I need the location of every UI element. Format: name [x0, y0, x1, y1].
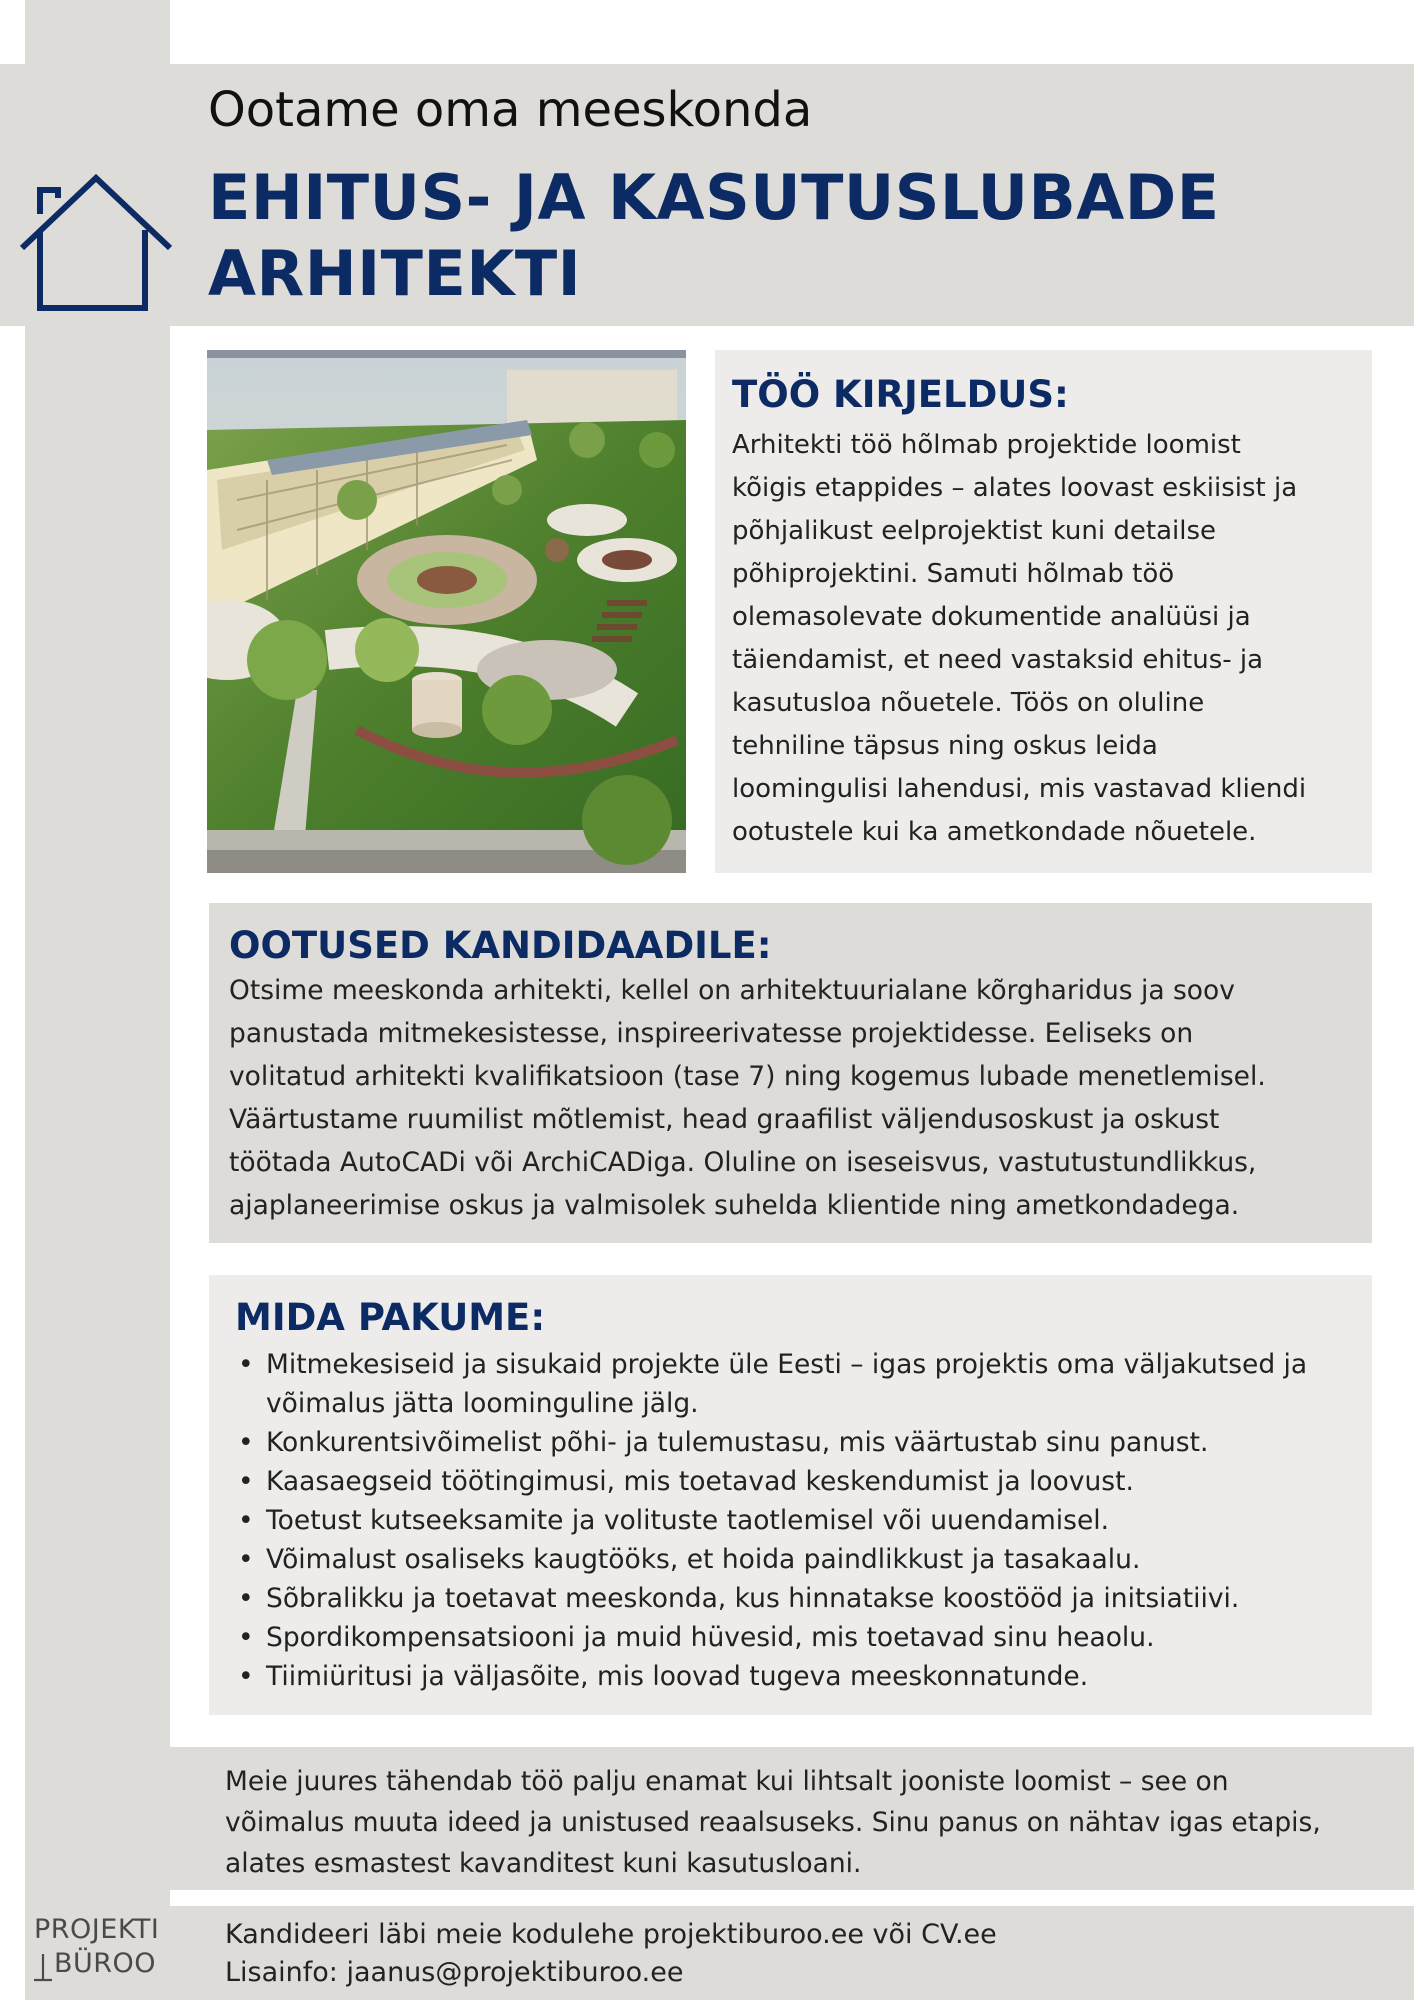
contact-info-text: Lisainfo: jaanus@projektiburoo.ee: [225, 1957, 684, 1988]
offer-item-text: Toetust kutseeksamite ja volituste taotlemisel või uuendamisel.: [266, 1505, 1110, 1536]
bullet-icon: •: [238, 1661, 254, 1692]
logo-text-line-1: PROJEKTI: [34, 1914, 160, 1945]
bullet-icon: •: [238, 1583, 254, 1614]
closing-line: võimalus muuta ideed ja unistused reaalsuseks. Sinu panus on nähtav igas etapis,: [225, 1807, 1321, 1838]
offer-item-text: võimalus jätta loominguline jälg.: [266, 1388, 699, 1419]
offer-list-item: [235, 1501, 1362, 1540]
bullet-icon: •: [238, 1544, 254, 1575]
job-description-line: põhjalikust eelprojektist kuni detailse: [732, 516, 1216, 546]
logo-mark-icon: [34, 1954, 52, 1984]
job-description-line: olemasolevate dokumentide analüüsi ja: [732, 602, 1251, 632]
offer-heading: MIDA PAKUME:: [235, 1296, 546, 1339]
offer-list-item: [235, 1657, 1362, 1696]
job-description-heading: TÖÖ KIRJELDUS:: [732, 373, 1069, 416]
expectations-text: [229, 969, 1354, 1227]
expectations-line: volitatud arhitekti kvalifikatsioon (tase 7) ning kogemus lubade menetlemisel.: [229, 1061, 1266, 1092]
closing-text: [225, 1761, 1394, 1884]
job-description-text: [732, 424, 1356, 854]
architectural-rendering-image: [207, 350, 686, 873]
expectations-line: ajaplaneerimise oskus ja valmisolek suhelda klientide ning ametkondadega.: [229, 1190, 1240, 1221]
offer-list-item: [235, 1423, 1362, 1462]
expectations-line: panustada mitmekesistesse, inspireerivatesse projektidesse. Eeliseks on: [229, 1018, 1194, 1049]
offer-list-item: [235, 1618, 1362, 1657]
offer-item-text: Tiimiüritusi ja väljasõite, mis loovad tugeva meeskonnatunde.: [266, 1661, 1089, 1692]
offer-item-text: Võimalust osaliseks kaugtööks, et hoida paindlikkust ja tasakaalu.: [266, 1544, 1141, 1575]
offer-list-item: [235, 1345, 1362, 1423]
page-title-line-1: EHITUS- JA KASUTUSLUBADE: [208, 161, 1220, 234]
page-title: [208, 160, 1220, 312]
expectations-section: [209, 903, 1372, 1243]
job-description-line: põhiprojektini. Samuti hõlmab töö: [732, 559, 1175, 589]
offer-section: [209, 1275, 1372, 1715]
job-description-line: täiendamist, et need vastaksid ehitus- ja: [732, 645, 1264, 675]
job-description-section: [715, 350, 1372, 873]
contact-section: [170, 1906, 1414, 2000]
offer-item-text: Sõbralikku ja toetavat meeskonda, kus hinnatakse koostööd ja initsiatiivi.: [266, 1583, 1240, 1614]
offer-list: [235, 1345, 1362, 1696]
bullet-icon: •: [238, 1349, 254, 1380]
bullet-icon: •: [238, 1427, 254, 1458]
job-description-line: kasutusloa nõuetele. Töös on oluline: [732, 688, 1205, 718]
logo-text-line-2: BÜROO: [54, 1948, 157, 1979]
offer-list-item: [235, 1462, 1362, 1501]
expectations-heading: OOTUSED KANDIDAADILE:: [229, 924, 772, 967]
expectations-line: Otsime meeskonda arhitekti, kellel on arhitektuurialane kõrgharidus ja soov: [229, 975, 1235, 1006]
job-description-line: Arhitekti töö hõlmab projektide loomist: [732, 430, 1241, 460]
contact-text: [225, 1916, 1394, 1992]
closing-line: alates esmastest kavanditest kuni kasutusloani.: [225, 1848, 862, 1879]
offer-item-text: Kaasaegseid töötingimusi, mis toetavad keskendumist ja loovust.: [266, 1466, 1134, 1497]
closing-line: Meie juures tähendab töö palju enamat kui lihtsalt jooniste loomist – see on: [225, 1766, 1229, 1797]
offer-list-item: [235, 1540, 1362, 1579]
company-logo: [30, 1914, 170, 1986]
job-description-line: tehniline täpsus ning oskus leida: [732, 731, 1158, 761]
apply-text: Kandideeri läbi meie kodulehe projektiburoo.ee või CV.ee: [225, 1919, 997, 1950]
offer-item-text: Spordikompensatsiooni ja muid hüvesid, mis toetavad sinu heaolu.: [266, 1622, 1155, 1653]
bullet-icon: •: [238, 1622, 254, 1653]
bullet-icon: •: [238, 1466, 254, 1497]
offer-item-text: Mitmekesiseid ja sisukaid projekte üle Eesti – igas projektis oma väljakutsed ja: [266, 1349, 1308, 1380]
job-description-line: loomingulisi lahendusi, mis vastavad kliendi: [732, 774, 1307, 804]
offer-item-text: Konkurentsivõimelist põhi- ja tulemustasu, mis väärtustab sinu panust.: [266, 1427, 1209, 1458]
offer-list-item: [235, 1579, 1362, 1618]
page-subtitle: Ootame oma meeskonda: [208, 82, 813, 138]
job-description-line: kõigis etappides – alates loovast eskiisist ja: [732, 473, 1298, 503]
expectations-line: Väärtustame ruumilist mõtlemist, head graafilist väljendusoskust ja oskust: [229, 1104, 1220, 1135]
closing-section: [170, 1747, 1414, 1890]
expectations-line: töötada AutoCADi või ArchiCADiga. Oluline on iseseisvus, vastutustundlikkus,: [229, 1147, 1257, 1178]
house-icon: [20, 172, 172, 312]
job-description-line: ootustele kui ka ametkondade nõuetele.: [732, 817, 1257, 847]
page-title-line-2: ARHITEKTI: [208, 237, 582, 310]
bullet-icon: •: [238, 1505, 254, 1536]
